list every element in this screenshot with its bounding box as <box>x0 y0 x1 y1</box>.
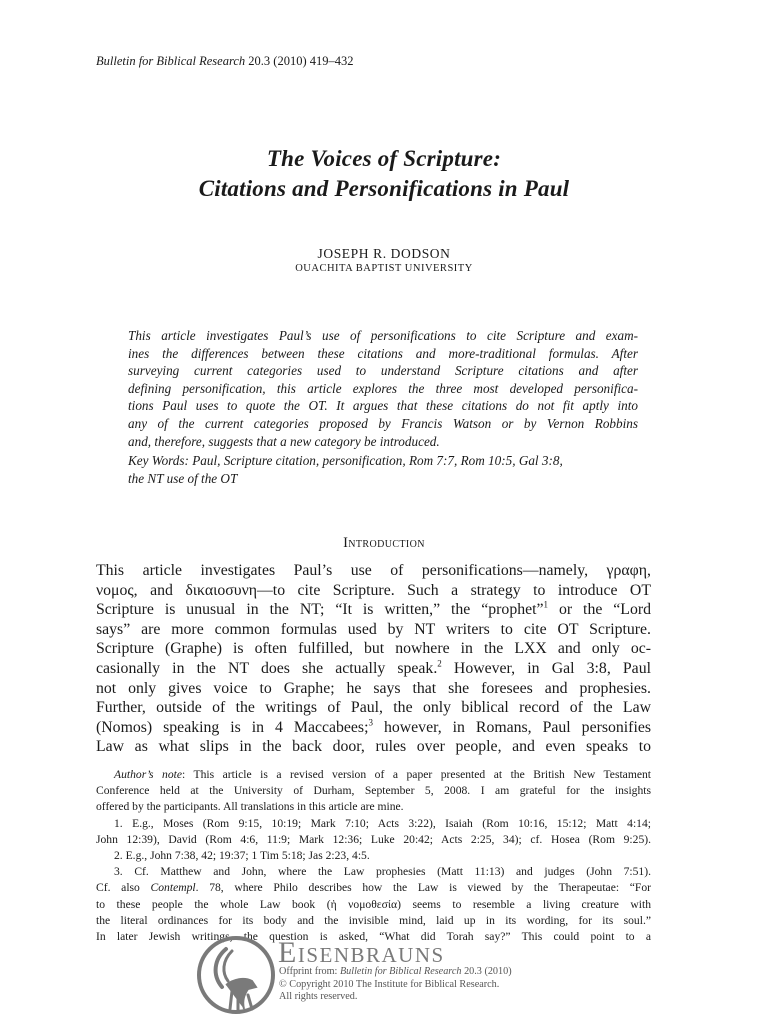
footnote-1-line: 1. E.g., Moses (Rom 9:15, 10:19; Mark 7:10; Acts 3:22), Isaiah (Rom 10:16, 15:12; Matt 4:14; <box>114 816 651 830</box>
body-line: This article investigates Paul’s use of personifications—namely, γραφη, <box>96 562 651 579</box>
copyright-line: © Copyright 2010 The Institute for Biblical Research. <box>279 978 500 990</box>
body-line: not only gives voice to Graphe; he says that she foresees and prophesies. <box>96 679 651 697</box>
publisher-name: Eisenbrauns <box>278 936 445 969</box>
footnote-3-line: the literal ordinances for its body and the invisible mind, laid up in its wording, for its soul.” <box>96 913 651 927</box>
journal-citation: 20.3 (2010) 419–432 <box>245 54 354 68</box>
abstract-line: surveying current categories used to understand Scripture citations and after <box>128 363 638 379</box>
footnote-3-line: to these people the whole Law book (ἡ νομοθεσία) seems to resemble a living creature with <box>96 897 651 911</box>
abstract-line: and, therefore, suggests that a new category be introduced. <box>128 433 440 449</box>
offprint-prefix: Offprint from: <box>279 966 340 977</box>
abstract-line: This article investigates Paul’s use of personifications to cite Scripture and exam- <box>128 328 638 343</box>
offprint-suffix: 20.3 (2010) <box>461 966 512 977</box>
abstract-line: ines the differences between these citations and more-traditional formulas. After <box>128 345 638 361</box>
antelope-logo-icon <box>196 935 276 1015</box>
offprint-journal: Bulletin for Biblical Research <box>339 966 462 977</box>
body-line-text: Scripture is unusual in the NT; “It is written,” the “prophet” <box>96 601 544 619</box>
offprint-notice <box>279 966 512 1004</box>
authors-note-label: Author’s note <box>114 768 182 781</box>
body-line: says” are more common formulas used by NT writers to cite OT Scripture. <box>96 620 651 638</box>
footnote-ref[interactable]: 3 <box>368 717 373 728</box>
rights-line: All rights reserved. <box>279 991 358 1003</box>
abstract-line: tions Paul uses to quote the OT. It argues that these citations do not fit aptly into <box>128 398 638 414</box>
body-line-text: casionally in the NT does she actually speak. <box>96 659 438 677</box>
keywords-line: Key Words: Paul, Scripture citation, personification, Rom 7:7, Rom 10:5, Gal 3:8, <box>128 453 563 468</box>
footnote-ref[interactable]: 1 <box>543 599 549 610</box>
footnote-1-line: John 12:39), David (Rom 4:6, 11:9; Mark 12:36; Luke 20:42; Acts 2:25, 34); cf. Hosea (Rom 9:25). <box>96 832 651 846</box>
body-line-text: (Nomos) speaking is in 4 Maccabees; <box>96 718 369 736</box>
authors-note-text: : This article is a revised version of a paper presented at the British New Testament <box>182 768 652 781</box>
author-name: JOSEPH R. DODSON <box>317 246 451 261</box>
keywords-line: the NT use of the OT <box>128 470 238 486</box>
footnote-3-text: . 78, where Philo describes how the Law is viewed by the Therapeutae: “For <box>195 881 652 895</box>
footnote-3-work: Contempl <box>150 881 196 895</box>
keywords <box>128 452 638 487</box>
body-line <box>96 718 651 738</box>
body-line: Further, outside of the writings of Paul, the only biblical record of the Law <box>96 699 651 717</box>
footnotes <box>96 767 651 945</box>
footnote-ref[interactable]: 2 <box>437 658 442 669</box>
body-line-text: or the “Lord <box>548 601 651 619</box>
authors-note-line: Conference held at the University of Durham, September 5, 2008. I am grateful for the insights <box>96 784 651 798</box>
body-line: Scripture (Graphe) is often fulfilled, but nowhere in the LXX and only oc- <box>96 640 651 658</box>
section-heading-text: Introduction <box>343 535 425 551</box>
body-line: Law as what slips in the back door, rules over people, and even speaks to <box>96 738 651 756</box>
body-line: νομος, and δικαιοσυνη—to cite Scripture. Such a strategy to introduce OT <box>96 581 651 599</box>
body-text <box>96 561 651 757</box>
body-line <box>96 600 651 620</box>
authors-note-line <box>96 767 651 783</box>
running-head <box>96 54 354 69</box>
abstract-line: any of the current categories proposed by Francis Watson or by Vernon Robbins <box>128 415 638 431</box>
author-affiliation: OUACHITA BAPTIST UNIVERSITY <box>295 263 473 274</box>
article-title-line-2: Citations and Personifications in Paul <box>198 176 570 201</box>
footnote-3-line: In later Jewish writings, the question is asked, “What did Torah say?” This could point to a <box>96 929 651 943</box>
abstract-line: defining personification, this article explores the three most developed personifica- <box>128 380 638 396</box>
footnote-3-line <box>96 880 651 896</box>
section-heading-introduction <box>0 535 768 552</box>
article-title-line-1: The Voices of Scripture: <box>266 146 502 171</box>
body-line-text: However, in Gal 3:8, Paul <box>441 659 651 677</box>
abstract <box>128 327 638 450</box>
footnote-3-line: 3. Cf. Matthew and John, where the Law prophesies (Matt 11:13) and judges (John 7:51). <box>114 865 651 879</box>
footnote-2: 2. E.g., John 7:38, 42; 19:37; 1 Tim 5:18; Jas 2:23, 4:5. <box>114 848 370 862</box>
authors-note-line: offered by the participants. All translations in this article are mine. <box>96 800 404 814</box>
journal-name: Bulletin for Biblical Research <box>96 54 246 68</box>
body-line <box>96 659 651 679</box>
offprint-line <box>279 966 512 979</box>
footnote-3-text: Cf. also <box>96 881 151 895</box>
body-line-text: however, in Romans, Paul personifies <box>372 718 651 736</box>
